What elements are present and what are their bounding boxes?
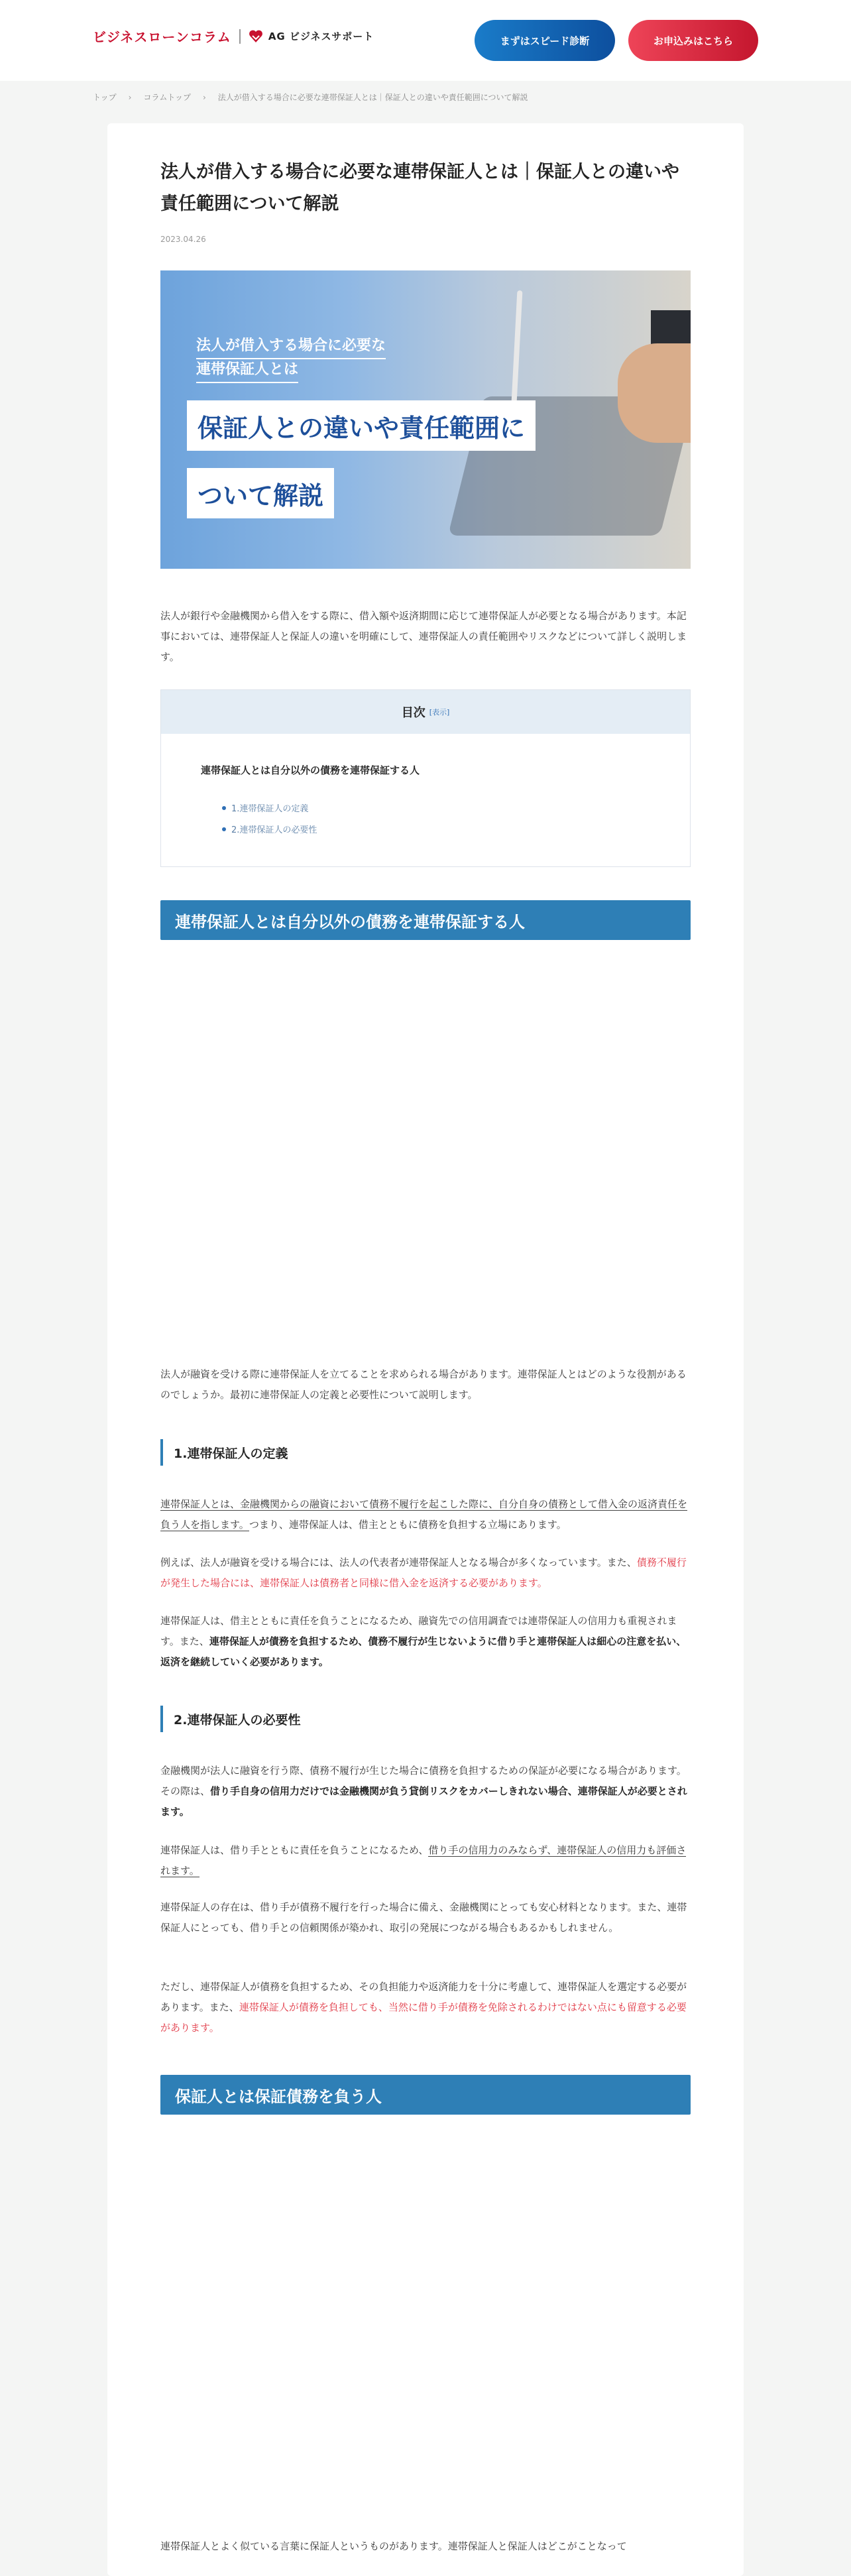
hand-graphic: [618, 343, 691, 443]
underlined-text: 連帯保証人とは、金融機関からの融資において債務不履行を起こした際に、自分自身の債務として借入金の返済責任を負う人を指します。: [160, 1498, 688, 1531]
breadcrumb-chevron-icon: ›: [202, 92, 206, 102]
logo-sub-text: AG ビジネスサポート: [268, 30, 374, 42]
paragraph: [160, 1840, 691, 1881]
paragraph: [160, 1977, 691, 2038]
hero-lead-line2: 連帯保証人とは: [196, 359, 298, 383]
apply-button[interactable]: お申込みはこちら: [628, 20, 758, 61]
breadcrumb-home[interactable]: トップ: [93, 93, 117, 102]
paragraph: 連帯保証人の存在は、借り手が債務不履行を行った場合に備え、金融機関にとっても安心材料となります。また、連帯保証人にとっても、借り手との信頼関係が築かれ、取引の発展につながる場合もあるかもしれません。: [160, 1901, 687, 1934]
breadcrumb-current: 法人が借入する場合に必要な連帯保証人とは｜保証人との違いや責任範囲について解説: [217, 93, 528, 102]
article-date: 2023.04.26: [160, 235, 206, 244]
heading-accent-bar: [160, 1706, 163, 1732]
text: つまり、連帯保証人は、借主とともに債務を負担する立場にあります。: [249, 1519, 567, 1531]
heading-accent-bar: [160, 1439, 163, 1466]
bold-text: 借り手自身の信用力だけでは金融機関が負う貸倒リスクをカバーしきれない場合、連帯保証人が必要とされます。: [160, 1785, 687, 1818]
hero-lead-line1: 法人が借入する場合に必要な: [196, 335, 386, 359]
speed-diagnosis-button[interactable]: まずはスピード診断: [475, 20, 615, 61]
article-title: 法人が借入する場合に必要な連帯保証人とは｜保証人との違いや責任範囲について解説: [160, 162, 679, 214]
paragraph: [160, 1611, 691, 1672]
toc-title: 目次: [401, 706, 426, 720]
hero-headline-line1: 保証人との違いや責任範囲に: [187, 400, 536, 451]
bullet-icon: [222, 806, 226, 810]
toc-header: [161, 690, 690, 734]
table-of-contents: [160, 689, 691, 867]
hero-headline-line2: ついて解説: [187, 468, 334, 518]
section-heading: 保証人とは保証債務を負う人: [160, 2075, 691, 2115]
text: 金融機関が法人に融資を行う際、債務不履行が生じた場合に債務を負担するための保証が必要になる場合があります。その際は、: [160, 1765, 687, 1797]
underlined-text: 借り手の信用力のみならず、連帯保証人の信用力も評価されます。: [160, 1844, 687, 1877]
heart-logo-icon: [249, 30, 263, 43]
paragraph: [160, 1494, 691, 1535]
intro-paragraph: 法人が銀行や金融機関から借入をする際に、借入額や返済期間に応じて連帯保証人が必要となる場合があります。本記事においては、連帯保証人と保証人の違いを明確にして、連帯保証人の責任範囲やリスクなどについて詳しく説明します。: [160, 610, 687, 663]
subsection-heading: [160, 1705, 300, 1733]
logo-divider: [239, 29, 241, 44]
hero-image: [160, 270, 691, 569]
text: 連帯保証人は、借主とともに責任を負うことになるため、融資先での信用調査では連帯保証人の信用力も重視されます。また、: [160, 1615, 677, 1647]
highlight-red-text: 債務不履行が発生した場合には、連帯保証人は債務者と同様に借入金を返済する必要があります。: [160, 1556, 687, 1589]
subsection-heading-text: 1.連帯保証人の定義: [174, 1446, 288, 1461]
pen-graphic: [512, 290, 523, 403]
toc-toggle-link[interactable]: [表示]: [429, 708, 450, 717]
breadcrumb-column-top[interactable]: コラムトップ: [143, 93, 191, 102]
text: 例えば、法人が融資を受ける場合には、法人の代表者が連帯保証人となる場合が多くなっています。また、: [160, 1556, 637, 1568]
section-heading: 連帯保証人とは自分以外の債務を連帯保証する人: [160, 900, 691, 940]
toc-item-h2[interactable]: 連帯保証人とは自分以外の債務を連帯保証する人: [201, 764, 420, 776]
text: ただし、連帯保証人が債務を負担するため、その負担能力や返済能力を十分に考慮して、連帯保証人を選定する必要があります。また、: [160, 1981, 687, 2013]
toc-item-label: 1.連帯保証人の定義: [231, 804, 309, 814]
paragraph: [160, 1552, 691, 1594]
breadcrumb: [93, 91, 528, 103]
bold-text: 連帯保証人が債務を負担するため、債務不履行が生じないように借り手と連帯保証人は細心の注意を払い、返済を継続していく必要があります。: [160, 1635, 687, 1668]
toc-item[interactable]: [222, 823, 317, 835]
paragraph: [160, 1761, 691, 1822]
hero-lead: [196, 335, 386, 383]
subsection-heading: [160, 1438, 288, 1466]
site-logo[interactable]: [93, 27, 374, 46]
breadcrumb-chevron-icon: ›: [128, 92, 132, 102]
highlight-red-text: 連帯保証人が債務を負担しても、当然に借り手が債務を免除されるわけではない点にも留意する必要があります。: [160, 2001, 687, 2034]
subsection-heading-text: 2.連帯保証人の必要性: [174, 1712, 301, 1727]
text: 連帯保証人は、借り手とともに責任を負うことになるため、: [160, 1844, 429, 1856]
site-header: [0, 0, 851, 81]
bullet-icon: [222, 827, 226, 831]
section-lead-paragraph: 法人が融資を受ける際に連帯保証人を立てることを求められる場合があります。連帯保証人とはどのような役割があるのでしょうか。最初に連帯保証人の定義と必要性について説明します。: [160, 1368, 687, 1401]
toc-item[interactable]: [222, 801, 308, 814]
section-lead-paragraph: 連帯保証人とよく似ている言葉に保証人というものがあります。連帯保証人と保証人はどこがことなって: [160, 2540, 627, 2552]
logo-main-text: ビジネスローンコラム: [93, 29, 231, 45]
toc-item-label: 2.連帯保証人の必要性: [231, 825, 317, 835]
